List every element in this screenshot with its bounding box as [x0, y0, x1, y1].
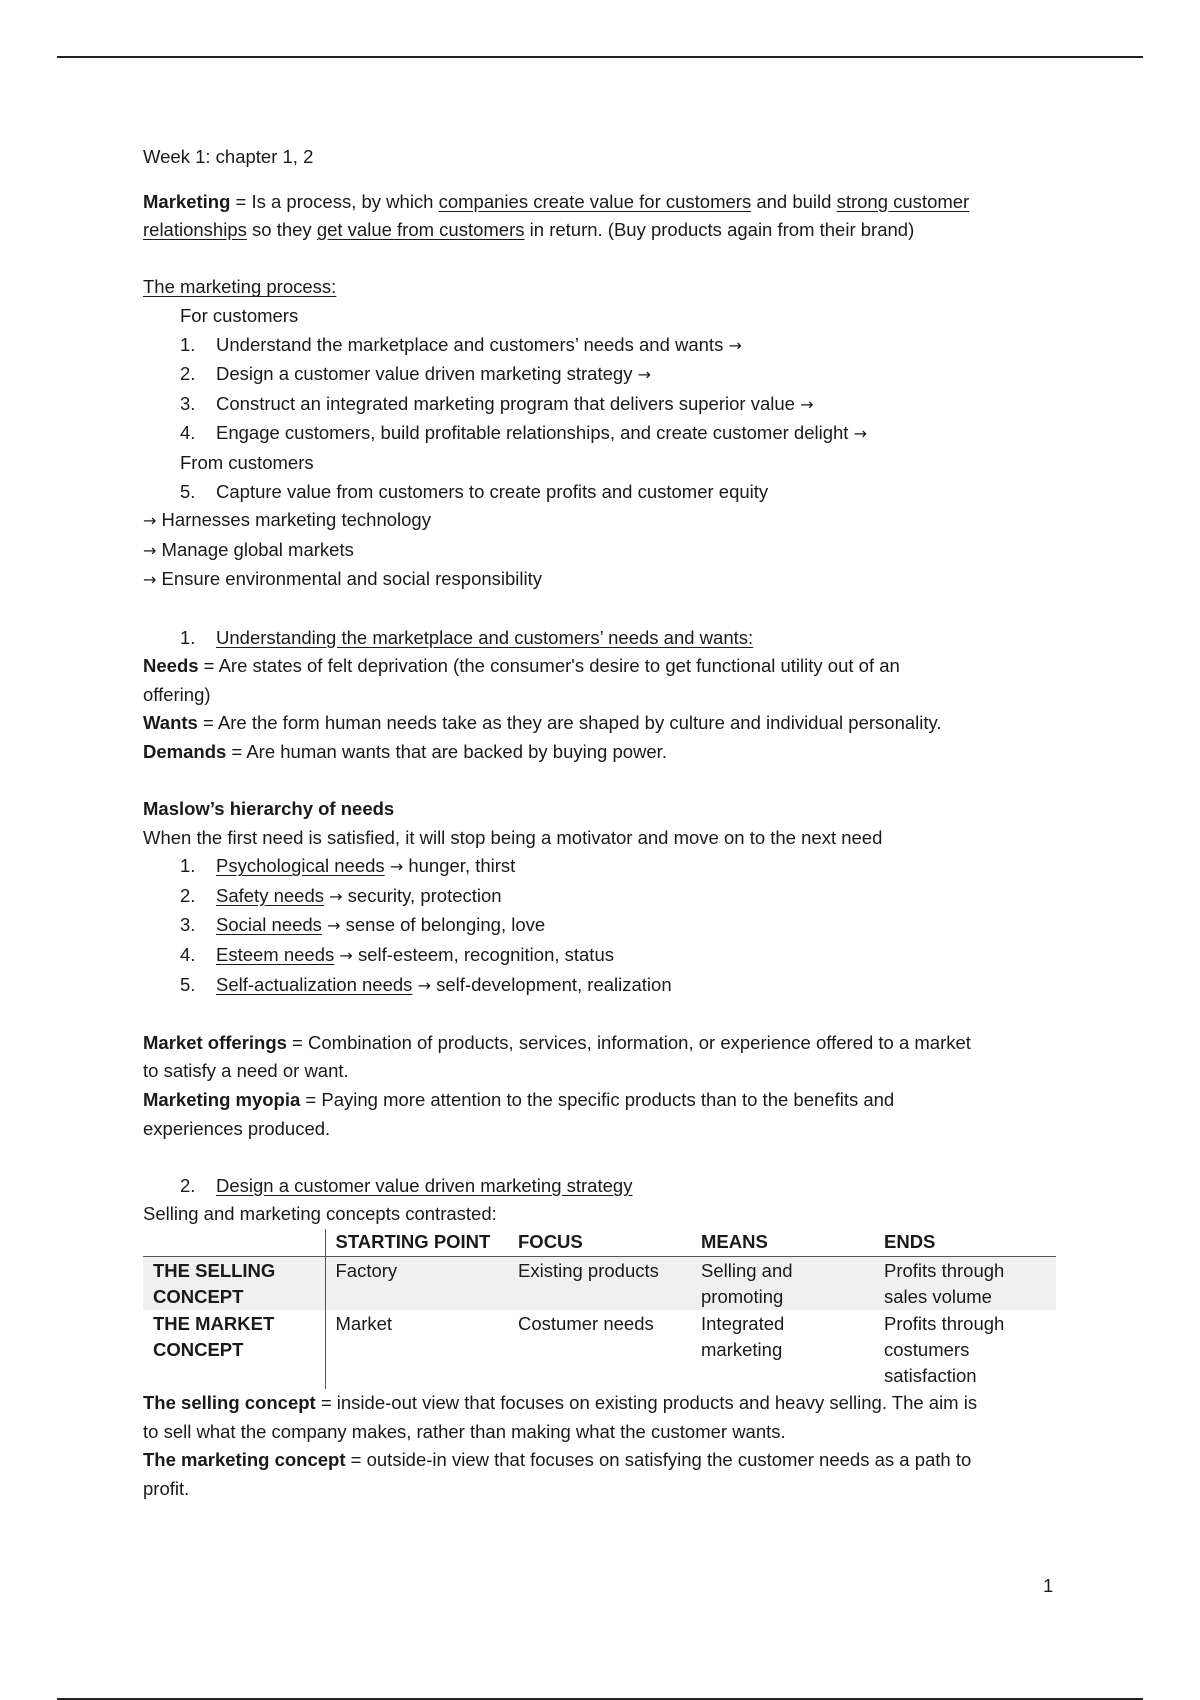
maslow-list — [143, 852, 1063, 1000]
concepts-table — [143, 1229, 1056, 1389]
arrow-right-icon: → — [143, 570, 157, 590]
term-marketing: Marketing — [143, 190, 231, 212]
table-cell: Profits through sales volume — [874, 1256, 1056, 1310]
extra-item: → Harnesses marketing technology — [143, 509, 431, 531]
from-customers-label: From customers — [180, 451, 314, 473]
list-item: 2. Safety needs → security, protection — [180, 884, 502, 906]
table-cell: Profits through costumers satisfaction — [884, 1312, 1005, 1386]
arrow-right-icon: → — [389, 857, 404, 877]
marketing-myopia-definition: Marketing myopia = Paying more attention to the specific products than to the benefits and experiences produced. — [143, 1089, 895, 1139]
extra-item: → Ensure environmental and social responsibility — [143, 568, 543, 590]
arrow-right-icon: → — [637, 365, 651, 385]
column-header — [143, 1229, 325, 1257]
column-header: STARTING POINT — [325, 1229, 508, 1257]
table-cell: Factory — [325, 1256, 508, 1310]
section-2-heading: 2. Design a customer value driven marketing strategy — [180, 1174, 633, 1196]
needs-definition: Needs = Are states of felt deprivation (the consumer's desire to get functional utility out of an offering) — [143, 655, 900, 705]
list-item: 3. Social needs → sense of belonging, love — [180, 914, 546, 936]
process-heading: The marketing process: — [143, 276, 337, 298]
row-header: THE SELLING CONCEPT — [143, 1256, 325, 1310]
table-cell: Costumer needs — [518, 1312, 654, 1334]
wants-definition: Wants = Are the form human needs take as they are shaped by culture and individual personality. — [143, 712, 942, 734]
concepts-intro: Selling and marketing concepts contrasted: — [143, 1203, 497, 1225]
arrow-right-icon: → — [417, 975, 431, 995]
selling-concept-definition: The selling concept = inside-out view that focuses on existing products and heavy selling. The aim is to sell what the company makes, rather than making what the customer wants. — [143, 1391, 978, 1442]
list-item: 4. Engage customers, build profitable relationships, and create customer delight → — [180, 422, 867, 444]
market-offerings-definition: Market offerings = Combination of products, services, information, or experience offered to a market to satisfy a need or want. — [143, 1031, 971, 1082]
arrow-right-icon: → — [143, 540, 157, 560]
arrow-right-icon: → — [327, 916, 341, 936]
marketing-definition: Marketing = Is a process, by which companies create value for customers and build strong customer relationships so they get value from customers in return. (Buy products again from their brand) — [143, 190, 970, 241]
column-header: MEANS — [691, 1229, 874, 1257]
document-page — [143, 143, 1063, 1503]
table-cell: Integrated marketing — [701, 1312, 785, 1360]
row-header: THE MARKET CONCEPT — [143, 1310, 325, 1389]
list-item: 1. Psychological needs → hunger, thirst — [180, 855, 516, 877]
process-steps — [143, 331, 1063, 449]
arrow-right-icon: → — [800, 394, 814, 414]
table-row — [143, 1256, 1056, 1310]
page-number: 1 — [1043, 1575, 1054, 1596]
column-header: ENDS — [874, 1229, 1056, 1257]
arrow-right-icon: → — [143, 511, 157, 531]
table-cell: Existing products — [508, 1256, 691, 1310]
arrow-right-icon: → — [728, 335, 742, 355]
list-item: 4. Esteem needs → self-esteem, recognition, status — [180, 944, 614, 966]
list-item: 3. Construct an integrated marketing program that delivers superior value → — [180, 392, 814, 414]
top-rule — [57, 56, 1143, 58]
table-header-row — [143, 1229, 1056, 1257]
for-customers-label: For customers — [180, 304, 299, 326]
page-header: Week 1: chapter 1, 2 — [143, 146, 314, 167]
table-cell: Market — [335, 1312, 393, 1334]
table-cell: Selling and promoting — [691, 1256, 874, 1310]
list-item: 2. Design a customer value driven marketing strategy → — [180, 363, 651, 385]
section-1-heading: 1. Understanding the marketplace and customers’ needs and wants: — [180, 626, 754, 648]
arrow-right-icon: → — [339, 946, 353, 966]
list-item: 1. Understand the marketplace and customers’ needs and wants → — [180, 333, 742, 355]
column-header: FOCUS — [508, 1229, 691, 1257]
table-row — [143, 1310, 1056, 1389]
process-steps-capture — [143, 478, 1063, 507]
maslow-heading: Maslow’s hierarchy of needs — [143, 798, 395, 820]
marketing-concept-definition: The marketing concept = outside-in view that focuses on satisfying the customer needs as a path to profit. — [143, 1449, 972, 1499]
demands-definition: Demands = Are human wants that are backed by buying power. — [143, 740, 667, 762]
extra-item: → Manage global markets — [143, 538, 354, 560]
list-item: 5. Capture value from customers to create profits and customer equity — [180, 480, 769, 502]
arrow-right-icon: → — [853, 424, 867, 444]
arrow-right-icon: → — [329, 886, 343, 906]
list-item: 5. Self-actualization needs → self-development, realization — [180, 973, 672, 995]
maslow-intro: When the first need is satisfied, it will stop being a motivator and move on to the next need — [143, 826, 883, 848]
